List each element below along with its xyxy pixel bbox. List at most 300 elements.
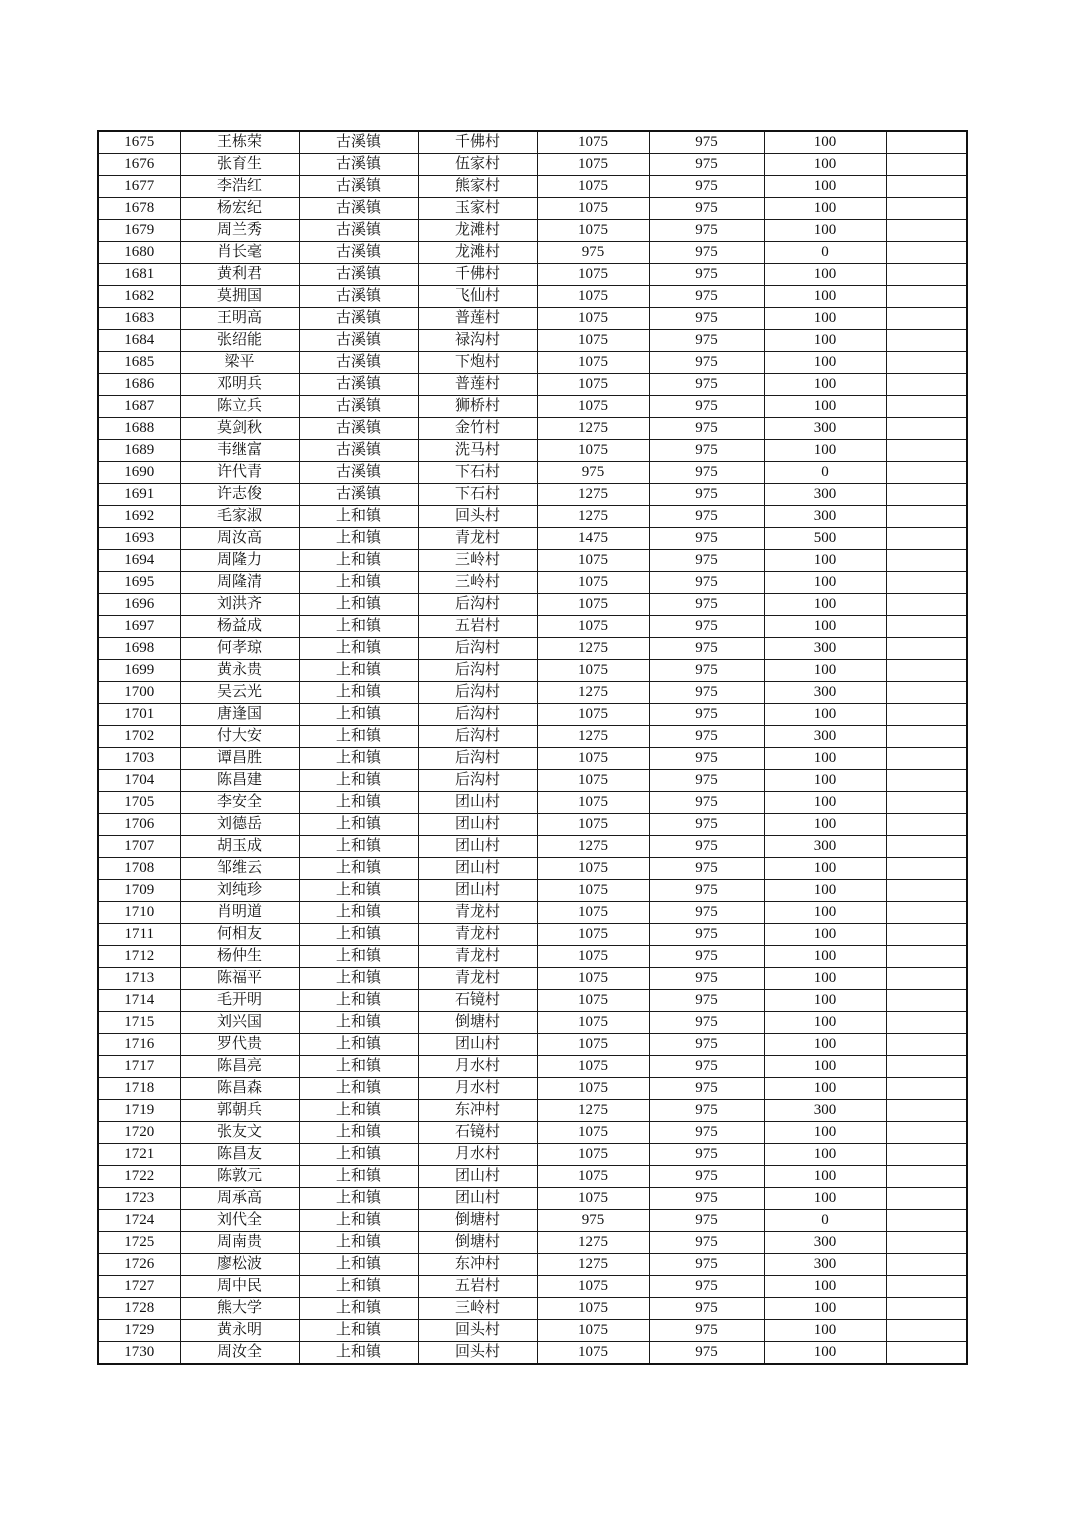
name-cell: 周隆力 (180, 550, 299, 572)
table-row (98, 792, 967, 814)
amount-b-cell: 975 (649, 726, 764, 748)
amount-a-cell: 1075 (537, 330, 649, 352)
village-cell: 团山村 (418, 1166, 537, 1188)
town-cell: 古溪镇 (299, 396, 418, 418)
amount-a-cell: 975 (537, 1210, 649, 1232)
table-row (98, 131, 967, 154)
village-cell: 倒塘村 (418, 1232, 537, 1254)
amount-b-cell: 975 (649, 154, 764, 176)
remark-cell (886, 792, 967, 814)
table-row (98, 1320, 967, 1342)
table-row (98, 880, 967, 902)
serial-no-cell: 1723 (98, 1188, 180, 1210)
village-cell: 团山村 (418, 858, 537, 880)
town-cell: 上和镇 (299, 616, 418, 638)
table-row (98, 550, 967, 572)
village-cell: 后沟村 (418, 594, 537, 616)
amount-a-cell: 1075 (537, 220, 649, 242)
name-cell: 郭朝兵 (180, 1100, 299, 1122)
village-cell: 金竹村 (418, 418, 537, 440)
village-cell: 后沟村 (418, 660, 537, 682)
amount-b-cell: 975 (649, 704, 764, 726)
serial-no-cell: 1719 (98, 1100, 180, 1122)
serial-no-cell: 1722 (98, 1166, 180, 1188)
serial-no-cell: 1706 (98, 814, 180, 836)
name-cell: 毛开明 (180, 990, 299, 1012)
table-body (98, 131, 967, 1364)
remark-cell (886, 770, 967, 792)
difference-cell: 300 (764, 836, 886, 858)
town-cell: 上和镇 (299, 1232, 418, 1254)
village-cell: 东冲村 (418, 1100, 537, 1122)
amount-b-cell: 975 (649, 1254, 764, 1276)
amount-a-cell: 1275 (537, 1232, 649, 1254)
amount-a-cell: 1075 (537, 704, 649, 726)
town-cell: 上和镇 (299, 594, 418, 616)
table-row (98, 1232, 967, 1254)
remark-cell (886, 1298, 967, 1320)
difference-cell: 100 (764, 924, 886, 946)
table-row (98, 396, 967, 418)
amount-b-cell: 975 (649, 946, 764, 968)
town-cell: 上和镇 (299, 1056, 418, 1078)
serial-no-cell: 1682 (98, 286, 180, 308)
name-cell: 周南贵 (180, 1232, 299, 1254)
table-row (98, 990, 967, 1012)
name-cell: 李安全 (180, 792, 299, 814)
difference-cell: 100 (764, 792, 886, 814)
amount-b-cell: 975 (649, 814, 764, 836)
village-cell: 玉家村 (418, 198, 537, 220)
table-row (98, 1100, 967, 1122)
name-cell: 付大安 (180, 726, 299, 748)
difference-cell: 0 (764, 242, 886, 264)
remark-cell (886, 836, 967, 858)
village-cell: 千佛村 (418, 264, 537, 286)
table-row (98, 1056, 967, 1078)
amount-a-cell: 1275 (537, 726, 649, 748)
name-cell: 陈昌建 (180, 770, 299, 792)
village-cell: 东冲村 (418, 1254, 537, 1276)
village-cell: 青龙村 (418, 902, 537, 924)
serial-no-cell: 1705 (98, 792, 180, 814)
difference-cell: 300 (764, 418, 886, 440)
table-row (98, 616, 967, 638)
table-row (98, 858, 967, 880)
serial-no-cell: 1704 (98, 770, 180, 792)
amount-a-cell: 1075 (537, 1122, 649, 1144)
difference-cell: 100 (764, 1320, 886, 1342)
amount-a-cell: 1275 (537, 418, 649, 440)
amount-a-cell: 1075 (537, 594, 649, 616)
amount-b-cell: 975 (649, 748, 764, 770)
town-cell: 上和镇 (299, 880, 418, 902)
difference-cell: 100 (764, 770, 886, 792)
remark-cell (886, 176, 967, 198)
name-cell: 许代青 (180, 462, 299, 484)
difference-cell: 100 (764, 1166, 886, 1188)
amount-b-cell: 975 (649, 858, 764, 880)
amount-b-cell: 975 (649, 836, 764, 858)
town-cell: 上和镇 (299, 1166, 418, 1188)
remark-cell (886, 1320, 967, 1342)
remark-cell (886, 1342, 967, 1365)
serial-no-cell: 1700 (98, 682, 180, 704)
remark-cell (886, 1166, 967, 1188)
name-cell: 张绍能 (180, 330, 299, 352)
amount-b-cell: 975 (649, 484, 764, 506)
difference-cell: 100 (764, 616, 886, 638)
amount-a-cell: 1075 (537, 660, 649, 682)
amount-a-cell: 1075 (537, 1144, 649, 1166)
serial-no-cell: 1691 (98, 484, 180, 506)
village-cell: 团山村 (418, 1188, 537, 1210)
amount-b-cell: 975 (649, 1166, 764, 1188)
amount-b-cell: 975 (649, 616, 764, 638)
name-cell: 周隆清 (180, 572, 299, 594)
town-cell: 上和镇 (299, 638, 418, 660)
amount-a-cell: 1275 (537, 506, 649, 528)
name-cell: 肖长毫 (180, 242, 299, 264)
table-row (98, 836, 967, 858)
village-cell: 千佛村 (418, 131, 537, 154)
amount-b-cell: 975 (649, 1298, 764, 1320)
table-row (98, 1298, 967, 1320)
town-cell: 古溪镇 (299, 176, 418, 198)
village-cell: 青龙村 (418, 528, 537, 550)
amount-b-cell: 975 (649, 1188, 764, 1210)
table-row (98, 902, 967, 924)
amount-b-cell: 975 (649, 682, 764, 704)
amount-b-cell: 975 (649, 1056, 764, 1078)
amount-b-cell: 975 (649, 352, 764, 374)
amount-b-cell: 975 (649, 770, 764, 792)
remark-cell (886, 506, 967, 528)
village-cell: 后沟村 (418, 682, 537, 704)
amount-b-cell: 975 (649, 374, 764, 396)
table-row (98, 770, 967, 792)
village-cell: 青龙村 (418, 924, 537, 946)
table-row (98, 1254, 967, 1276)
name-cell: 李浩红 (180, 176, 299, 198)
serial-no-cell: 1717 (98, 1056, 180, 1078)
serial-no-cell: 1698 (98, 638, 180, 660)
amount-a-cell: 975 (537, 462, 649, 484)
remark-cell (886, 1078, 967, 1100)
remark-cell (886, 550, 967, 572)
name-cell: 杨宏纪 (180, 198, 299, 220)
difference-cell: 300 (764, 682, 886, 704)
name-cell: 邓明兵 (180, 374, 299, 396)
difference-cell: 100 (764, 1122, 886, 1144)
table-row (98, 572, 967, 594)
difference-cell: 300 (764, 726, 886, 748)
difference-cell: 100 (764, 396, 886, 418)
amount-a-cell: 1075 (537, 572, 649, 594)
town-cell: 上和镇 (299, 792, 418, 814)
amount-a-cell: 1275 (537, 1254, 649, 1276)
serial-no-cell: 1718 (98, 1078, 180, 1100)
village-cell: 回头村 (418, 1342, 537, 1365)
name-cell: 杨益成 (180, 616, 299, 638)
name-cell: 谭昌胜 (180, 748, 299, 770)
town-cell: 上和镇 (299, 770, 418, 792)
name-cell: 何相友 (180, 924, 299, 946)
amount-b-cell: 975 (649, 550, 764, 572)
town-cell: 古溪镇 (299, 131, 418, 154)
town-cell: 古溪镇 (299, 462, 418, 484)
amount-a-cell: 1075 (537, 902, 649, 924)
amount-b-cell: 975 (649, 1232, 764, 1254)
remark-cell (886, 330, 967, 352)
remark-cell (886, 1122, 967, 1144)
town-cell: 上和镇 (299, 1320, 418, 1342)
name-cell: 刘德岳 (180, 814, 299, 836)
remark-cell (886, 528, 967, 550)
village-cell: 狮桥村 (418, 396, 537, 418)
difference-cell: 300 (764, 1232, 886, 1254)
remark-cell (886, 154, 967, 176)
village-cell: 后沟村 (418, 770, 537, 792)
amount-a-cell: 1075 (537, 858, 649, 880)
village-cell: 倒塘村 (418, 1012, 537, 1034)
difference-cell: 100 (764, 330, 886, 352)
town-cell: 上和镇 (299, 902, 418, 924)
remark-cell (886, 440, 967, 462)
difference-cell: 100 (764, 374, 886, 396)
name-cell: 周汝全 (180, 1342, 299, 1365)
remark-cell (886, 1034, 967, 1056)
difference-cell: 100 (764, 286, 886, 308)
name-cell: 罗代贵 (180, 1034, 299, 1056)
remark-cell (886, 968, 967, 990)
amount-b-cell: 975 (649, 396, 764, 418)
difference-cell: 100 (764, 154, 886, 176)
amount-a-cell: 1075 (537, 1342, 649, 1365)
amount-b-cell: 975 (649, 198, 764, 220)
town-cell: 古溪镇 (299, 154, 418, 176)
remark-cell (886, 814, 967, 836)
remark-cell (886, 1188, 967, 1210)
town-cell: 上和镇 (299, 814, 418, 836)
serial-no-cell: 1724 (98, 1210, 180, 1232)
serial-no-cell: 1726 (98, 1254, 180, 1276)
village-cell: 三岭村 (418, 1298, 537, 1320)
table-row (98, 286, 967, 308)
table-row (98, 308, 967, 330)
town-cell: 古溪镇 (299, 418, 418, 440)
table-row (98, 462, 967, 484)
table-row (98, 1144, 967, 1166)
difference-cell: 100 (764, 1012, 886, 1034)
town-cell: 上和镇 (299, 1122, 418, 1144)
remark-cell (886, 704, 967, 726)
table-row (98, 220, 967, 242)
table-row (98, 924, 967, 946)
table-row (98, 660, 967, 682)
village-cell: 后沟村 (418, 726, 537, 748)
name-cell: 黄永明 (180, 1320, 299, 1342)
amount-a-cell: 1075 (537, 770, 649, 792)
name-cell: 许志俊 (180, 484, 299, 506)
village-cell: 石镜村 (418, 1122, 537, 1144)
remark-cell (886, 924, 967, 946)
village-cell: 普莲村 (418, 308, 537, 330)
amount-b-cell: 975 (649, 924, 764, 946)
amount-a-cell: 1075 (537, 968, 649, 990)
table-row (98, 1188, 967, 1210)
amount-b-cell: 975 (649, 1276, 764, 1298)
remark-cell (886, 286, 967, 308)
amount-b-cell: 975 (649, 594, 764, 616)
amount-b-cell: 975 (649, 572, 764, 594)
difference-cell: 100 (764, 1342, 886, 1365)
amount-a-cell: 975 (537, 242, 649, 264)
remark-cell (886, 131, 967, 154)
amount-b-cell: 975 (649, 308, 764, 330)
town-cell: 上和镇 (299, 1034, 418, 1056)
table-row (98, 682, 967, 704)
difference-cell: 500 (764, 528, 886, 550)
remark-cell (886, 858, 967, 880)
serial-no-cell: 1713 (98, 968, 180, 990)
serial-no-cell: 1693 (98, 528, 180, 550)
village-cell: 下石村 (418, 462, 537, 484)
serial-no-cell: 1690 (98, 462, 180, 484)
name-cell: 梁平 (180, 352, 299, 374)
difference-cell: 100 (764, 748, 886, 770)
town-cell: 古溪镇 (299, 374, 418, 396)
town-cell: 古溪镇 (299, 352, 418, 374)
difference-cell: 100 (764, 176, 886, 198)
difference-cell: 100 (764, 264, 886, 286)
amount-a-cell: 1075 (537, 990, 649, 1012)
name-cell: 吴云光 (180, 682, 299, 704)
village-cell: 三岭村 (418, 572, 537, 594)
amount-b-cell: 975 (649, 792, 764, 814)
difference-cell: 100 (764, 1298, 886, 1320)
town-cell: 古溪镇 (299, 242, 418, 264)
town-cell: 古溪镇 (299, 264, 418, 286)
serial-no-cell: 1684 (98, 330, 180, 352)
village-cell: 熊家村 (418, 176, 537, 198)
amount-b-cell: 975 (649, 528, 764, 550)
amount-b-cell: 975 (649, 1210, 764, 1232)
town-cell: 上和镇 (299, 968, 418, 990)
town-cell: 古溪镇 (299, 286, 418, 308)
town-cell: 上和镇 (299, 946, 418, 968)
name-cell: 黄利君 (180, 264, 299, 286)
remark-cell (886, 418, 967, 440)
amount-b-cell: 975 (649, 264, 764, 286)
village-cell: 五岩村 (418, 616, 537, 638)
town-cell: 上和镇 (299, 660, 418, 682)
village-cell: 龙滩村 (418, 220, 537, 242)
amount-b-cell: 975 (649, 440, 764, 462)
remark-cell (886, 396, 967, 418)
town-cell: 上和镇 (299, 924, 418, 946)
serial-no-cell: 1681 (98, 264, 180, 286)
amount-b-cell: 975 (649, 1078, 764, 1100)
name-cell: 邹维云 (180, 858, 299, 880)
village-cell: 团山村 (418, 1034, 537, 1056)
town-cell: 古溪镇 (299, 330, 418, 352)
amount-b-cell: 975 (649, 902, 764, 924)
serial-no-cell: 1725 (98, 1232, 180, 1254)
remark-cell (886, 660, 967, 682)
table-row (98, 242, 967, 264)
serial-no-cell: 1678 (98, 198, 180, 220)
serial-no-cell: 1692 (98, 506, 180, 528)
amount-a-cell: 1275 (537, 638, 649, 660)
difference-cell: 100 (764, 1144, 886, 1166)
village-cell: 后沟村 (418, 638, 537, 660)
table-row (98, 1276, 967, 1298)
amount-b-cell: 975 (649, 176, 764, 198)
name-cell: 刘兴国 (180, 1012, 299, 1034)
table-row (98, 154, 967, 176)
village-cell: 倒塘村 (418, 1210, 537, 1232)
serial-no-cell: 1683 (98, 308, 180, 330)
amount-b-cell: 975 (649, 1144, 764, 1166)
amount-b-cell: 975 (649, 462, 764, 484)
table-row (98, 440, 967, 462)
difference-cell: 100 (764, 1078, 886, 1100)
amount-a-cell: 1075 (537, 440, 649, 462)
remark-cell (886, 1276, 967, 1298)
name-cell: 张育生 (180, 154, 299, 176)
town-cell: 上和镇 (299, 748, 418, 770)
difference-cell: 100 (764, 1034, 886, 1056)
table-row (98, 1342, 967, 1365)
remark-cell (886, 990, 967, 1012)
amount-a-cell: 1275 (537, 682, 649, 704)
name-cell: 韦继富 (180, 440, 299, 462)
name-cell: 莫拥国 (180, 286, 299, 308)
remark-cell (886, 462, 967, 484)
remark-cell (886, 594, 967, 616)
village-cell: 下石村 (418, 484, 537, 506)
amount-a-cell: 1075 (537, 396, 649, 418)
remark-cell (886, 616, 967, 638)
amount-a-cell: 1075 (537, 131, 649, 154)
serial-no-cell: 1699 (98, 660, 180, 682)
town-cell: 上和镇 (299, 1100, 418, 1122)
town-cell: 古溪镇 (299, 308, 418, 330)
village-cell: 普莲村 (418, 374, 537, 396)
data-table (97, 130, 968, 1365)
difference-cell: 100 (764, 946, 886, 968)
serial-no-cell: 1730 (98, 1342, 180, 1365)
amount-b-cell: 975 (649, 1100, 764, 1122)
serial-no-cell: 1686 (98, 374, 180, 396)
difference-cell: 100 (764, 1056, 886, 1078)
amount-b-cell: 975 (649, 131, 764, 154)
village-cell: 飞仙村 (418, 286, 537, 308)
remark-cell (886, 682, 967, 704)
serial-no-cell: 1702 (98, 726, 180, 748)
serial-no-cell: 1727 (98, 1276, 180, 1298)
difference-cell: 100 (764, 1276, 886, 1298)
amount-b-cell: 975 (649, 286, 764, 308)
village-cell: 石镜村 (418, 990, 537, 1012)
village-cell: 团山村 (418, 880, 537, 902)
town-cell: 古溪镇 (299, 198, 418, 220)
amount-a-cell: 1075 (537, 264, 649, 286)
serial-no-cell: 1696 (98, 594, 180, 616)
amount-a-cell: 1075 (537, 748, 649, 770)
table-row (98, 506, 967, 528)
